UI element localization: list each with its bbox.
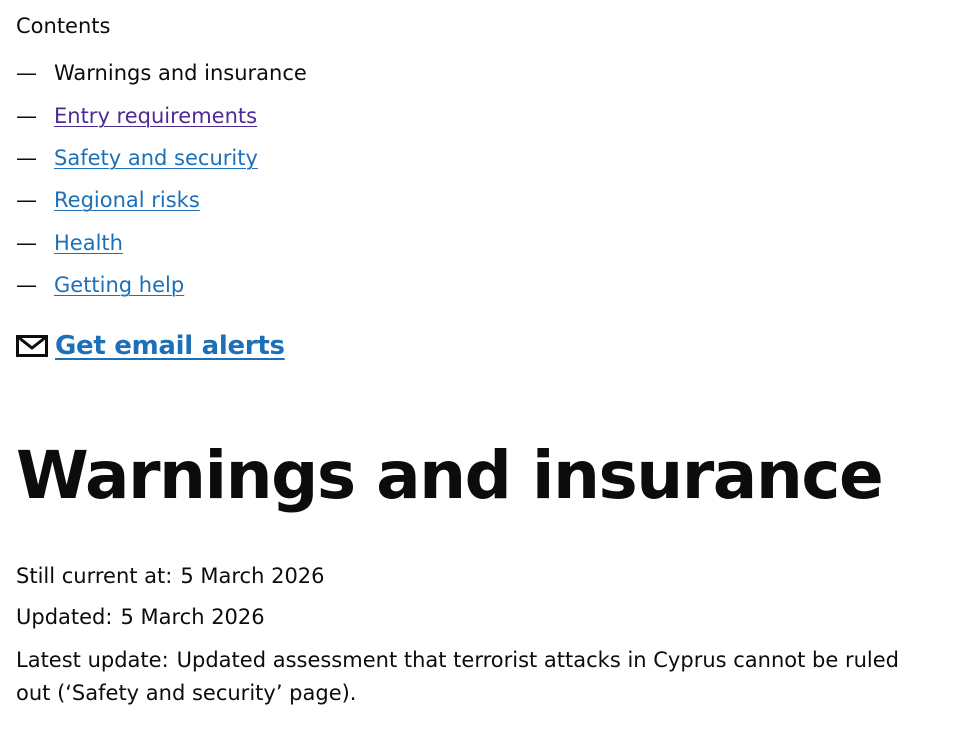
metadata: [16, 562, 939, 710]
latest-update-label: Latest update:: [16, 648, 169, 673]
updated-row: [16, 603, 939, 631]
contents-item-safety: [16, 137, 939, 179]
updated-value: 5 March 2026: [120, 605, 265, 630]
contents-list: [16, 52, 939, 306]
contents-link-health[interactable]: Health: [54, 230, 123, 255]
contents-item-help: [16, 264, 939, 306]
mail-icon: [16, 335, 48, 357]
latest-update-value: Updated assessment that terrorist attacks in Cyprus cannot be ruled out (‘Safety and security’ page).: [16, 648, 899, 706]
contents-link-entry-requirements[interactable]: Entry requirements: [54, 103, 258, 128]
list-dash: —: [16, 61, 37, 86]
contents-nav: [16, 12, 939, 306]
get-email-alerts-link[interactable]: Get email alerts: [55, 331, 285, 362]
updated-label: Updated:: [16, 605, 113, 630]
contents-item-entry: [16, 94, 939, 136]
still-current-value: 5 March 2026: [180, 564, 325, 589]
list-dash: —: [16, 230, 37, 255]
page-title: Warnings and insurance: [16, 437, 883, 515]
latest-update-row: [16, 644, 936, 710]
contents-current-item: Warnings and insurance: [54, 61, 307, 86]
contents-link-getting-help[interactable]: Getting help: [54, 273, 185, 298]
email-alerts: [16, 328, 939, 364]
contents-link-regional-risks[interactable]: Regional risks: [54, 188, 200, 213]
contents-item-warnings: [16, 52, 939, 94]
list-dash: —: [16, 273, 37, 298]
list-dash: —: [16, 188, 37, 213]
contents-heading: Contents: [16, 14, 111, 38]
list-dash: —: [16, 145, 37, 170]
contents-link-safety-and-security[interactable]: Safety and security: [54, 145, 258, 170]
list-dash: —: [16, 103, 37, 128]
contents-item-regional: [16, 179, 939, 221]
still-current-row: [16, 562, 939, 590]
contents-item-health: [16, 222, 939, 264]
still-current-label: Still current at:: [16, 564, 173, 589]
